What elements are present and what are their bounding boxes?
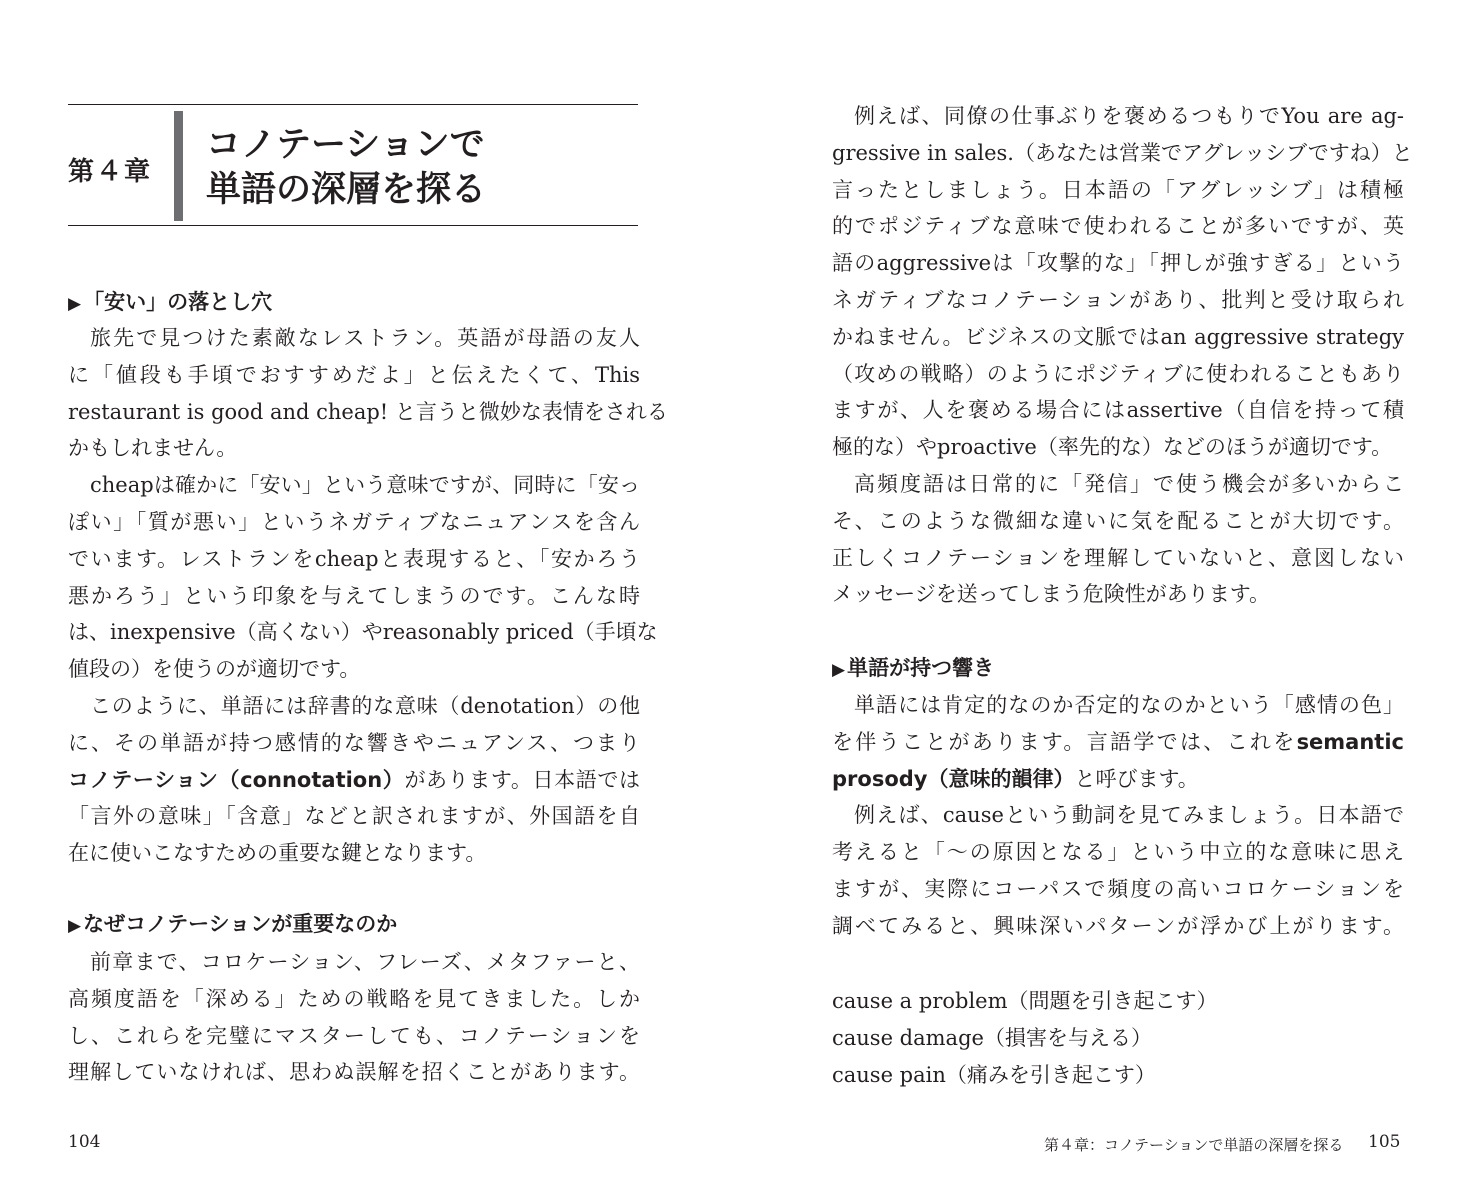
text-line: に、その単語が持つ感情的な響きやニュアンス、つまり <box>68 730 640 755</box>
example-item: cause damage（損害を与える） <box>832 1025 1152 1050</box>
triangle-bullet-icon: ▶ <box>68 294 82 314</box>
text-line: （攻めの戦略）のようにポジティブに使われることもあり <box>832 361 1404 386</box>
text-line: メッセージを送ってしまう危険性があります。 <box>832 582 1271 607</box>
text-line: 理解していなければ、思わぬ誤解を招くことがあります。 <box>68 1060 640 1085</box>
text-line: に「値段も手頃でおすすめだよ」と伝えたくて、This <box>68 362 640 387</box>
chapter-number: 第４章 <box>68 157 153 187</box>
text-fragment: と呼びます。 <box>1074 766 1199 791</box>
section-heading-text: なぜコノテーションが重要なのか <box>83 912 398 936</box>
text-line: ますが、人を褒める場合にはassertive（自信を持って積 <box>832 398 1404 423</box>
text-fragment: を伴うことがあります。言語学では、これを <box>832 729 1297 754</box>
chapter-title-line: 単語の深層を探る <box>206 170 487 210</box>
text-line: かもしれません。 <box>68 436 238 461</box>
text-line: は、inexpensive（高くない）やreasonably priced（手頃な <box>68 620 658 645</box>
text-line: 旅先で見つけた素敵なレストラン。英語が母語の友人 <box>90 326 640 350</box>
text-line: restaurant is good and cheap! と言うと微妙な表情をされる <box>68 399 668 424</box>
triangle-bullet-icon: ▶ <box>68 916 82 936</box>
text-line <box>68 762 640 799</box>
text-line <box>832 724 1404 761</box>
section-heading <box>832 650 994 688</box>
example-list <box>832 983 1218 1093</box>
chapter-title <box>206 123 486 213</box>
body-text <box>68 944 640 1091</box>
text-line: 例えば、同僚の仕事ぶりを褒めるつもりでYou are ag- <box>854 104 1404 128</box>
section-heading-text: 「安い」の落とし穴 <box>83 290 273 314</box>
text-line: 例えば、causeという動詞を見てみましょう。日本語で <box>854 803 1404 828</box>
text-line: 語のaggressiveは「攻撃的な」「押しが強すぎる」という <box>832 251 1404 276</box>
text-line: 極的な）やproactive（率先的な）などのほうが適切です。 <box>832 435 1393 460</box>
example-item: cause a problem（問題を引き起こす） <box>832 989 1218 1013</box>
body-text <box>832 98 1413 613</box>
text-line: 調べてみると、興味深いパターンが浮かび上がります。 <box>832 913 1404 938</box>
text-line: 高頻度語は日常的に「発信」で使う機会が多いからこ <box>854 471 1404 496</box>
text-line: gressive in sales.（あなたは営業でアグレッシブですね）と <box>832 140 1413 165</box>
text-line: かねません。ビジネスの文脈ではan aggressive strategy <box>832 324 1404 349</box>
right-page <box>734 0 1468 1200</box>
text-line: ネガティブなコノテーションがあり、批判と受け取られ <box>832 287 1404 312</box>
text-line: 正しくコノテーションを理解していないと、意図しない <box>832 545 1404 570</box>
page-number: 104 <box>68 1132 101 1152</box>
section-heading <box>68 284 272 322</box>
text-line: ますが、実際にコーパスで頻度の高いコロケーションを <box>832 876 1404 901</box>
text-line: そ、このような微細な違いに気を配ることが大切です。 <box>832 508 1404 533</box>
example-item: cause pain（痛みを引き起こす） <box>832 1062 1156 1087</box>
text-line: cheapは確かに「安い」という意味ですが、同時に「安っ <box>90 473 640 498</box>
text-line: し、これらを完璧にマスターしても、コノテーションを <box>68 1023 640 1048</box>
text-line: 考えると「〜の原因となる」という中立的な意味に思え <box>832 840 1404 865</box>
text-line: 単語には肯定的なのか否定的なのかという「感情の色」 <box>854 693 1404 717</box>
key-term: semantic <box>1296 729 1404 754</box>
text-line: このように、単語には辞書的な意味（denotation）の他 <box>90 693 640 718</box>
text-fragment: があります。日本語では <box>404 767 640 792</box>
text-line: 悪かろう」という印象を与えてしまうのです。こんな時 <box>68 583 640 608</box>
text-line: 「言外の意味」「含意」などと訳されますが、外国語を自 <box>68 804 640 829</box>
text-line: 在に使いこなすための重要な鍵となります。 <box>68 841 487 866</box>
body-text <box>832 687 1404 945</box>
triangle-bullet-icon: ▶ <box>832 660 846 680</box>
section-heading-text: 単語が持つ響き <box>847 656 995 680</box>
section-heading <box>68 906 397 944</box>
text-line: ぽい」「質が悪い」というネガティブなニュアンスを含ん <box>68 509 640 534</box>
body-text <box>68 320 668 872</box>
text-line: 言ったとしましょう。日本語の「アグレッシブ」は積極 <box>832 177 1404 202</box>
text-line <box>832 761 1404 798</box>
running-header: 第４章：コノテーションで単語の深層を探る <box>1044 1136 1344 1154</box>
chapter-header <box>68 104 638 226</box>
page-number: 105 <box>1368 1132 1401 1152</box>
text-line: 的でポジティブな意味で使われることが多いですが、英 <box>832 214 1404 239</box>
text-line: 値段の）を使うのが適切です。 <box>68 657 361 682</box>
key-term: コノテーション（connotation） <box>68 767 405 792</box>
chapter-title-line: コノテーションで <box>206 125 485 165</box>
text-line: 前章まで、コロケーション、フレーズ、メタファーと、 <box>90 950 640 974</box>
text-line: でいます。レストランをcheapと表現すると、「安かろう <box>68 546 640 571</box>
text-line: 高頻度語を「深める」ための戦略を見てきました。しか <box>68 986 640 1011</box>
key-term: prosody（意味的韻律） <box>832 766 1075 791</box>
chapter-divider-bar <box>174 111 183 221</box>
